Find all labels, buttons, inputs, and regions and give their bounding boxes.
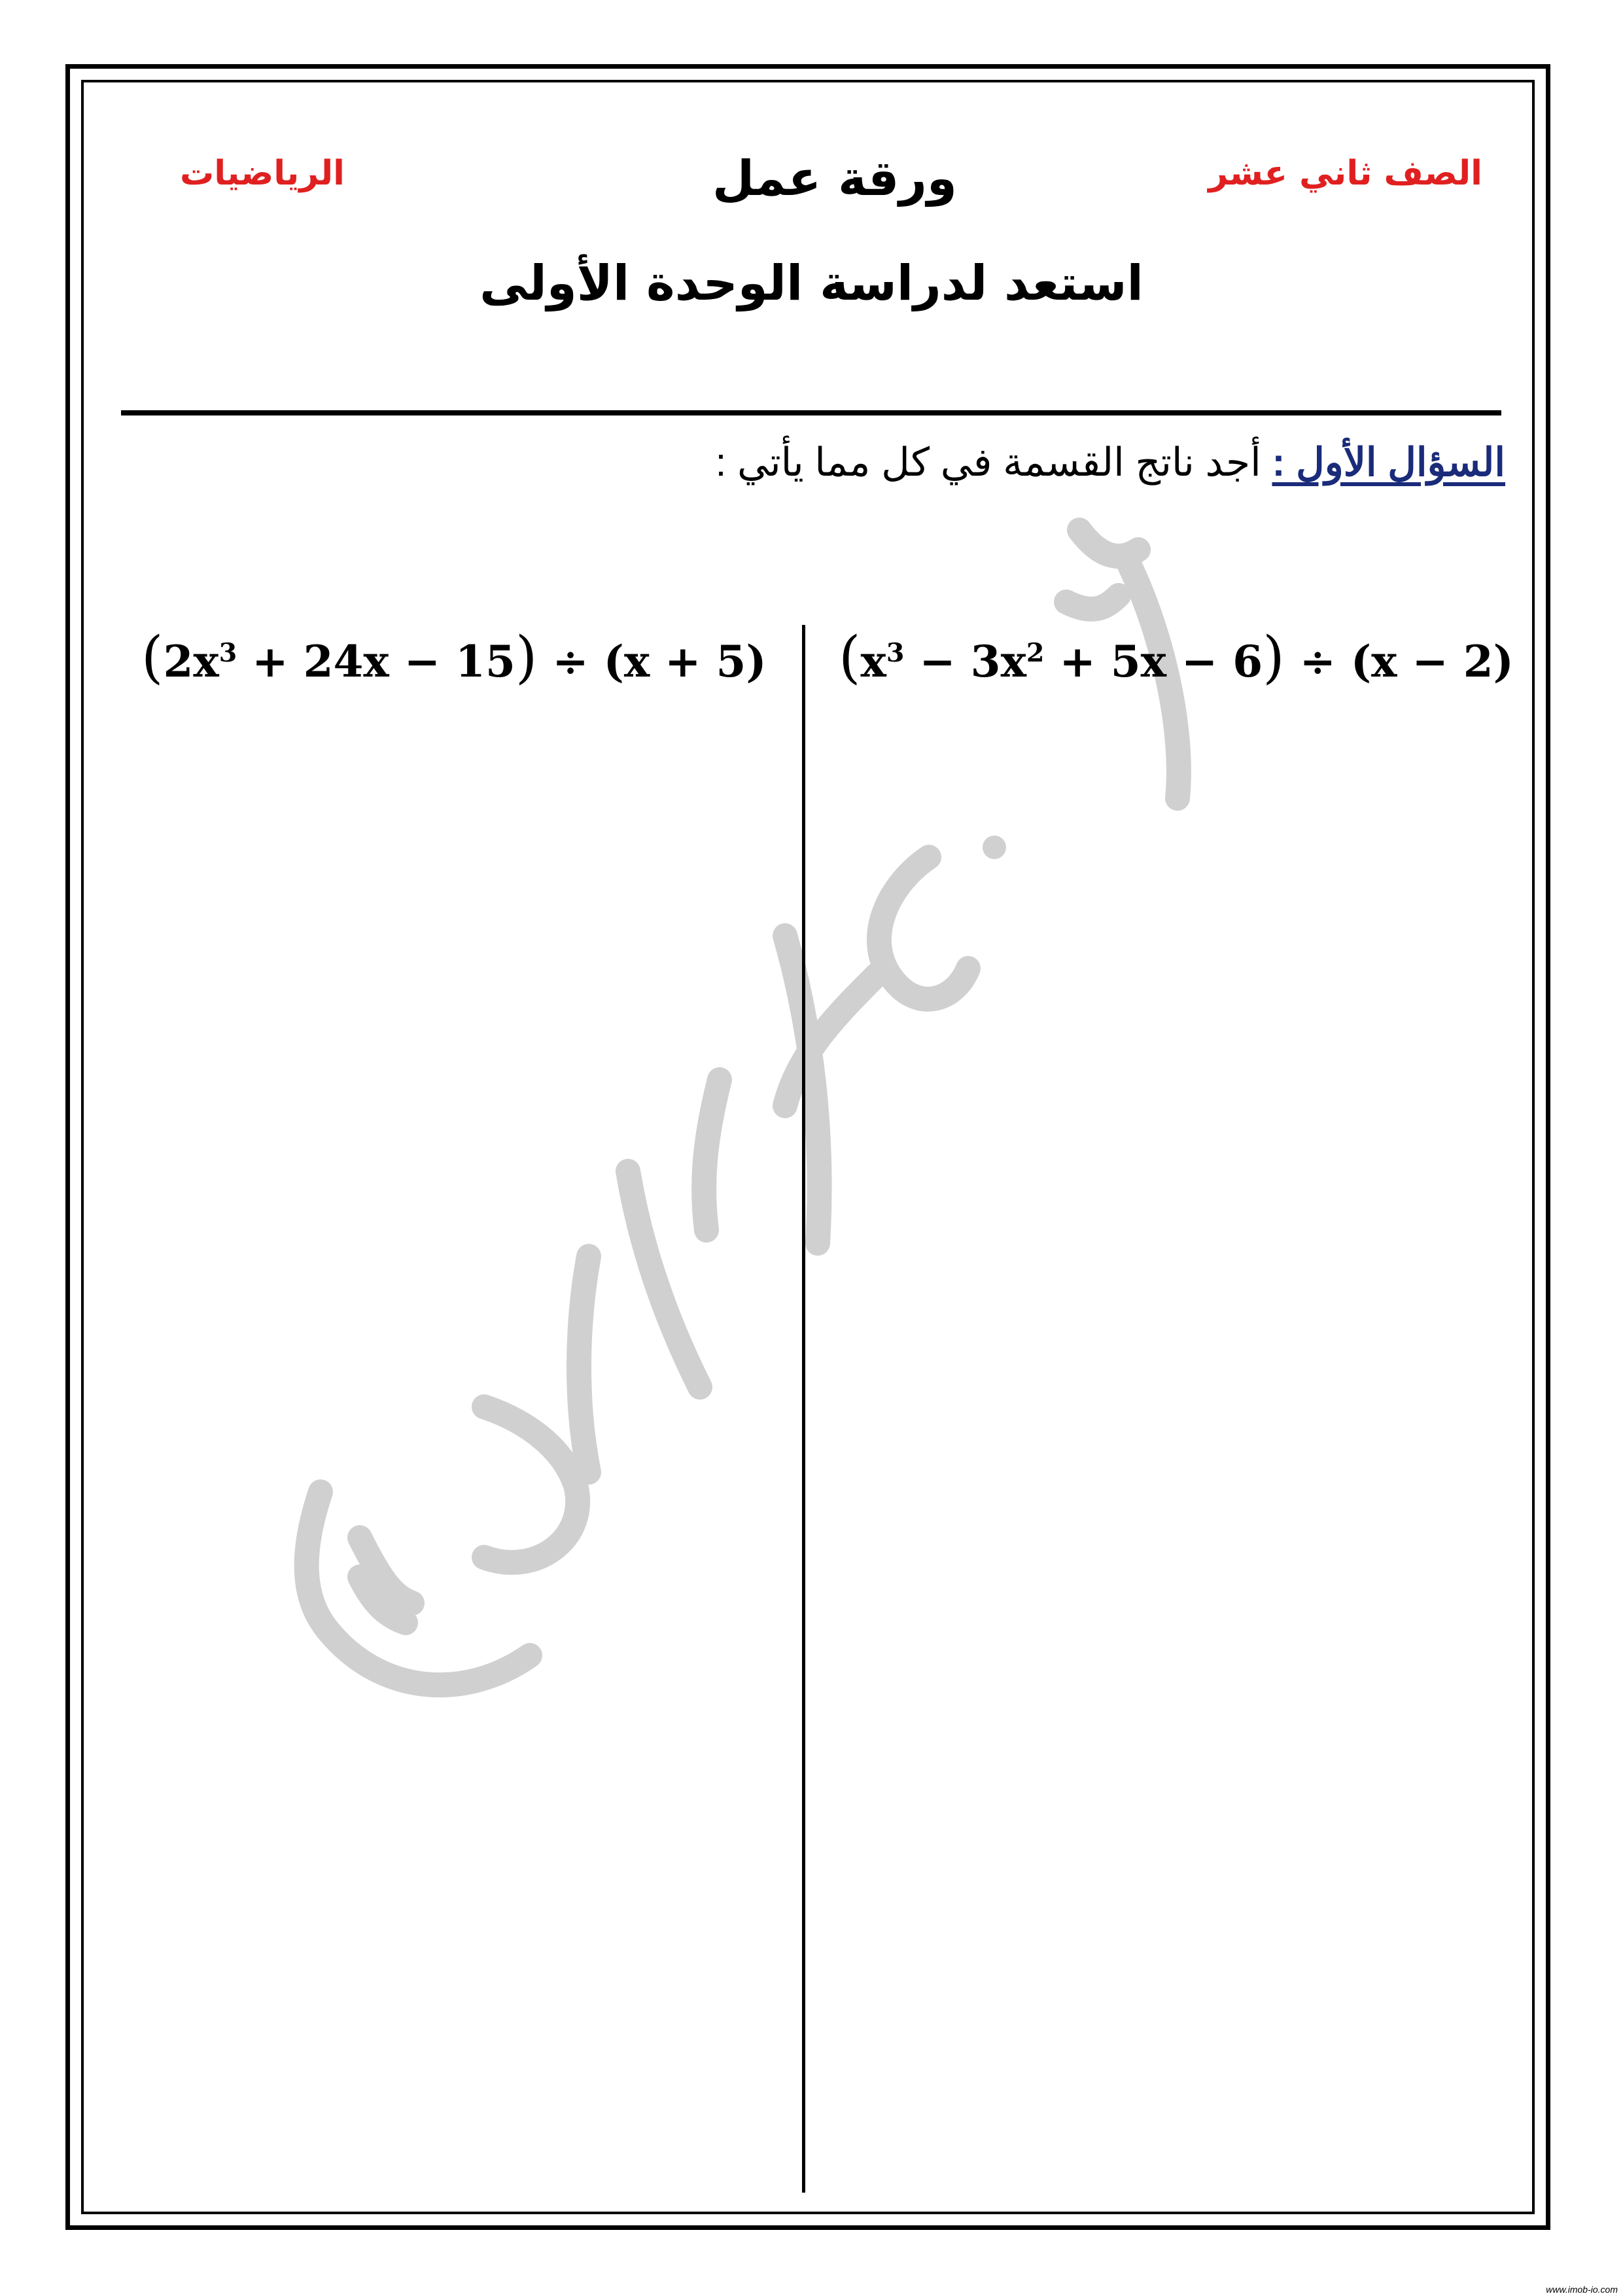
subject-label: الرياضيات [180, 154, 345, 193]
column-divider [802, 625, 805, 2193]
question-1-label: السؤال الأول : [1272, 440, 1505, 484]
open-paren: ( [141, 625, 164, 690]
exponent: 3 [886, 638, 905, 668]
header-divider-line [121, 410, 1501, 415]
divisor: ÷ (x + 5) [537, 636, 767, 687]
term: + 5x − 6 [1044, 636, 1263, 687]
question-1-text: أجد ناتج القسمة في كل مما يأتي : [715, 440, 1261, 484]
question-1 [716, 440, 1505, 486]
term: x [860, 636, 886, 687]
handwritten-signature-watermark [249, 517, 1374, 1799]
worksheet-title: ورقة عمل [712, 150, 957, 207]
grade-label: الصف ثاني عشر [1208, 154, 1482, 193]
footer-site-mark: www.imob-io.com [1546, 2284, 1618, 2295]
problem-right [839, 625, 1514, 690]
exponent: 2 [1026, 638, 1045, 668]
close-paren: ) [1263, 625, 1285, 690]
open-paren: ( [839, 625, 861, 690]
term: 2x [163, 636, 219, 687]
divisor: ÷ (x − 2) [1284, 636, 1514, 687]
problem-left [141, 625, 767, 690]
exponent: 3 [218, 638, 237, 668]
close-paren: ) [515, 625, 538, 690]
term: + 24x − 15 [237, 636, 515, 687]
term: − 3x [904, 636, 1026, 687]
worksheet-subtitle: استعد لدراسة الوحدة الأولى [480, 255, 1143, 311]
